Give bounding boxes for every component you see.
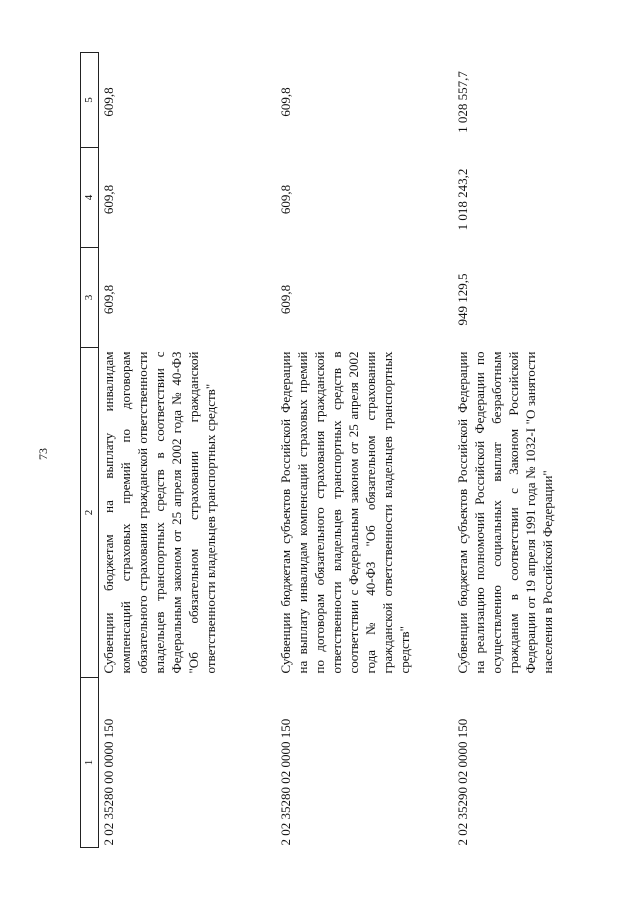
header-col-2: 2 [81, 348, 99, 678]
row-value-col4: 609,8 [278, 184, 293, 215]
header-col-4: 4 [81, 148, 99, 248]
row-value-col5: 609,8 [101, 87, 116, 117]
row-description: Субвенции бюджетам субъектов Российской Федерации на реализацию полномочий Российской Федерации по осуществлению социальных выплат безработным гражданам в соответствии с Законом Российской Федерации от 19 апреля 1991 года № 1032-I "О занятости населения в Российской Федерации" [455, 351, 555, 674]
table-header [81, 53, 99, 848]
row-value-col3: 949 129,5 [455, 273, 470, 326]
header-col-3: 3 [81, 248, 99, 348]
row-value-col4: 1 018 243,2 [455, 168, 470, 231]
row-code: 2 02 35290 02 0000 150 [455, 718, 470, 846]
row-code: 2 02 35280 00 0000 150 [101, 718, 116, 846]
page-number: 73 [36, 448, 50, 460]
row-value-col4: 609,8 [101, 184, 116, 215]
row-code: 2 02 35280 02 0000 150 [278, 718, 293, 846]
table-row [276, 53, 453, 848]
row-value-col3: 609,8 [278, 284, 293, 315]
row-value-col5: 1 028 557,7 [455, 71, 470, 133]
table-row [99, 53, 277, 848]
header-col-1: 1 [81, 678, 99, 848]
row-value-col3: 609,8 [101, 284, 116, 315]
table-row [453, 53, 630, 848]
header-col-5: 5 [81, 53, 99, 148]
row-value-col5: 609,8 [278, 87, 293, 117]
table-container [80, 53, 610, 848]
budget-table [80, 52, 630, 848]
row-description: Субвенции бюджетам на выплату инвалидам компенсаций страховых премий по договорам обязательного страхования гражданской ответственности владельцев транспортных средств в соответствии с Федеральным законом от 25 апреля 2002 года № 40-ФЗ "Об обязательном страховании гражданской ответственности владельцев транспортных средств" [101, 351, 218, 674]
row-description: Субвенции бюджетам субъектов Российской Федерации на выплату инвалидам компенсаций страховых премий по договорам обязательного страхования гражданской ответственности владельцев транспортных средств в соответствии с Федеральным законом от 25 апреля 2002 года № 40-ФЗ "Об обязательном страховании гражданской ответственности владельцев транспортных средств" [278, 351, 412, 674]
